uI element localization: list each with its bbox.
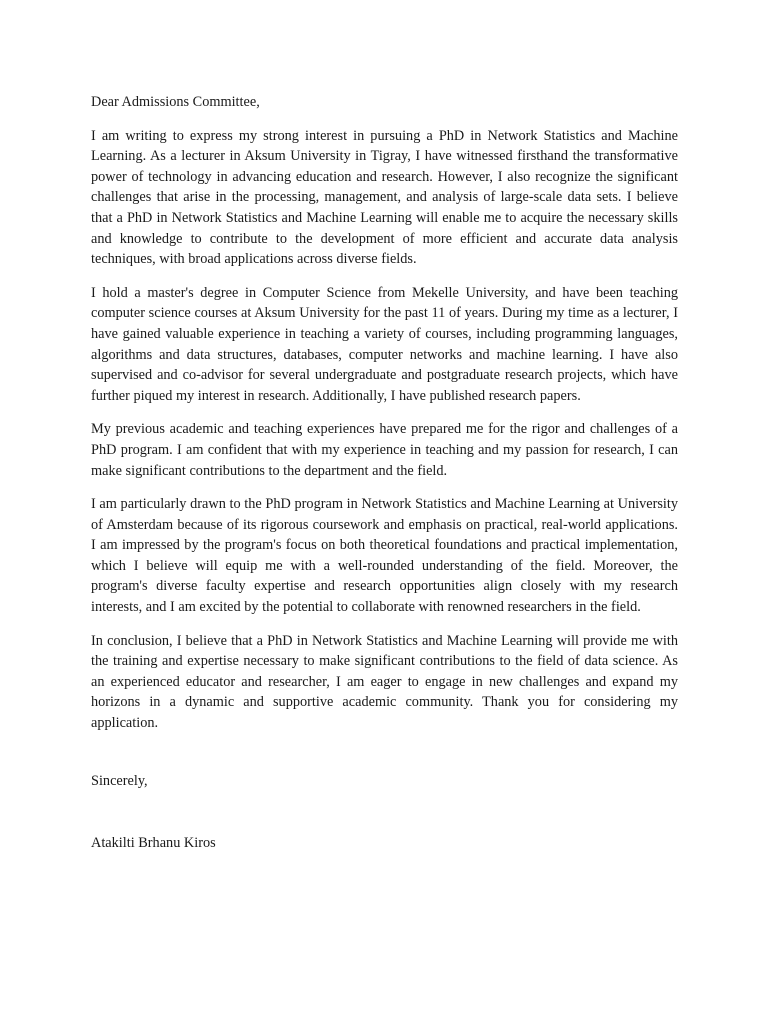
paragraph-conclusion: In conclusion, I believe that a PhD in Network Statistics and Machine Learning will provide me with the training and expertise necessary to make significant contributions to the field of data science. As an experienced educator and researcher, I am eager to engage in new challenges and expand my horizons in a dynamic and supportive academic community. Thank you for considering my application. <box>91 632 678 732</box>
closing: Sincerely, <box>91 772 148 789</box>
salutation: Dear Admissions Committee, <box>91 94 260 110</box>
signature-name: Atakilti Brhanu Kiros <box>91 835 216 852</box>
paragraph-program-interest: I am particularly drawn to the PhD program in Network Statistics and Machine Learning at University of Amsterdam because of its rigorous coursework and emphasis on practical, real-world applications. I am impressed by the program's focus on both theoretical foundations and practical implementation, which I believe will equip me with a well-rounded understanding of the field. Moreover, the program's diverse faculty expertise and research opportunities align closely with my research interests, and I am excited by the potential to collaborate with renowned researchers in the field. <box>91 496 678 616</box>
letter-body <box>91 92 678 854</box>
paragraph-background: I hold a master's degree in Computer Science from Mekelle University, and have been teaching computer science courses at Aksum University for the past 11 of years. During my time as a lecturer, I have gained valuable experience in teaching a variety of courses, including programming languages, algorithms and data structures, databases, computer networks and machine learning. I have also supervised and co-advisor for several undergraduate and postgraduate research projects, which have further piqued my interest in research. Additionally, I have published research papers. <box>91 284 678 404</box>
paragraph-intro: I am writing to express my strong interest in pursuing a PhD in Network Statistics and Machine Learning. As a lecturer in Aksum University in Tigray, I have witnessed firsthand the transformative power of technology in advancing education and research. However, I also recognize the significant challenges that arise in the processing, management, and analysis of large-scale data sets. I believe that a PhD in Network Statistics and Machine Learning will enable me to acquire the necessary skills and knowledge to contribute to the development of more efficient and accurate data analysis techniques, with broad applications across diverse fields. <box>91 127 678 268</box>
paragraph-preparation: My previous academic and teaching experiences have prepared me for the rigor and challenges of a PhD program. I am confident that with my experience in teaching and my passion for research, I can make significant contributions to the department and the field. <box>91 421 678 479</box>
